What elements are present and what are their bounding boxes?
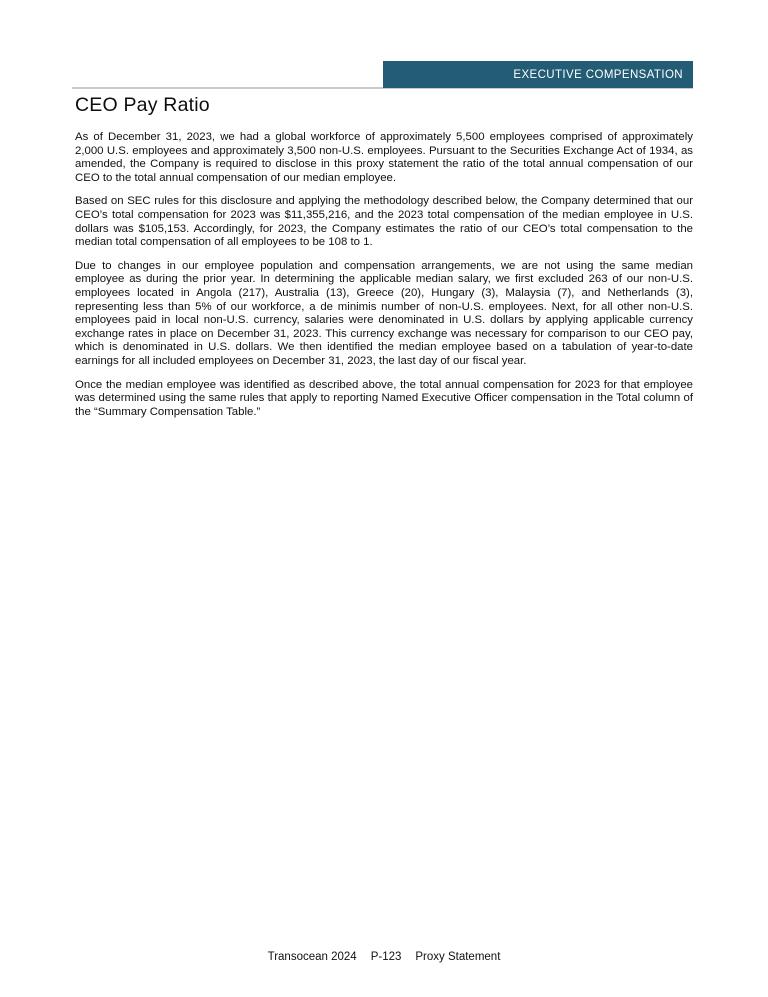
section-banner xyxy=(383,61,693,88)
page-footer xyxy=(0,951,768,963)
section-banner-label: EXECUTIVE COMPENSATION xyxy=(513,68,683,81)
footer-page-number: P-123 xyxy=(370,951,402,963)
body-paragraph: Once the median employee was identified as described above, the total annual compensation for 2023 for that employee was determined using the same rules that apply to reporting Named Executive Officer compensation in the Total column of the “Summary Compensation Table.” xyxy=(75,378,693,418)
footer-company: Transocean 2024 xyxy=(267,951,357,963)
footer-label: Proxy Statement xyxy=(415,951,501,963)
body-paragraph: Due to changes in our employee population and compensation arrangements, we are not using the same median employee as during the prior year. In determining the applicable median salary, we first excluded 263 of our non-U.S. employees located in Angola (217), Australia (13), Greece (20), Hungary (3), Malaysia (7), and Netherlands (3), representing less than 5% of our workforce, a de minimis number of non-U.S. employees. Next, for all other non-U.S. employees paid in local non-U.S. currency, salaries were denominated in U.S. dollars by applying applicable currency exchange rates in place on December 31, 2023. This currency exchange was necessary for comparison to our CEO pay, which is denominated in U.S. dollars. We then identified the median employee based on a tabulation of year-to-date earnings for all included employees on December 31, 2023, the last day of our fiscal year. xyxy=(75,259,693,367)
page-title: CEO Pay Ratio xyxy=(75,94,210,116)
body-paragraph: Based on SEC rules for this disclosure and applying the methodology described below, the Company determined that our CEO’s total compensation for 2023 was $11,355,216, and the 2023 total compensation of the median employee in U.S. dollars was $105,153. Accordingly, for 2023, the Company estimates the ratio of our CEO’s total compensation to the median total compensation of all employees to be 108 to 1. xyxy=(75,195,693,249)
body-paragraph: As of December 31, 2023, we had a global workforce of approximately 5,500 employees comprised of approximately 2,000 U.S. employees and approximately 3,500 non-U.S. employees. Pursuant to the Securities Exchange Act of 1934, as amended, the Company is required to disclose in this proxy statement the ratio of the total annual compensation of our CEO to the total annual compensation of our median employee. xyxy=(75,131,693,184)
content-area xyxy=(75,92,693,429)
